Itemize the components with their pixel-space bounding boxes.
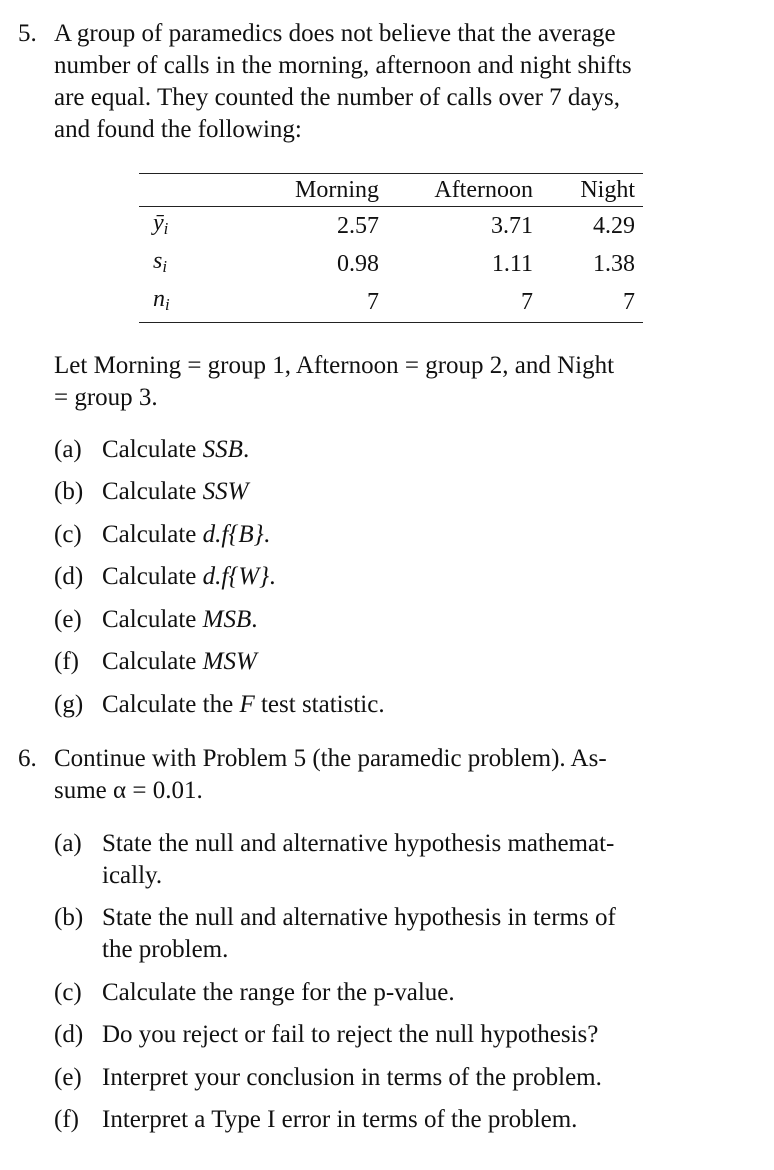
cell-mean-afternoon: 3.71 — [491, 213, 533, 240]
part-suffix: test statistic. — [254, 691, 385, 718]
part-label: (d) — [54, 1021, 84, 1048]
row-label-symbol: ȳ — [153, 210, 164, 236]
part-math: SSB — [202, 436, 243, 463]
part-text — [102, 646, 714, 678]
header-afternoon: Afternoon — [434, 177, 533, 203]
part-prefix: Calculate — [102, 521, 203, 548]
part-label: (b) — [54, 478, 84, 505]
part-text — [102, 434, 714, 466]
part-math: F — [239, 691, 255, 718]
row-label-subscript: i — [162, 257, 168, 277]
part-text — [102, 561, 714, 593]
row-label-subscript: i — [163, 219, 169, 239]
row-label-mean — [139, 207, 223, 246]
part-line-1: Interpret a Type I error in terms of the problem. — [102, 1106, 578, 1133]
problem-5-line-1: A group of paramedics does not believe that the average — [54, 20, 616, 47]
part-math: d.f{W} — [202, 563, 270, 590]
part-line-1: Calculate the range for the p-value. — [102, 979, 455, 1006]
header-morning: Morning — [295, 177, 379, 203]
problem-5-line-4: and found the following: — [54, 116, 302, 143]
problem-6-line-2: sume α = 0.01. — [54, 777, 203, 804]
part-text — [102, 828, 714, 892]
part-line-1: Do you reject or fail to reject the null hypothesis? — [102, 1021, 599, 1048]
part-label: (a) — [54, 436, 82, 463]
part-line-1: State the null and alternative hypothesis mathemat- — [102, 830, 615, 857]
part-label: (b) — [54, 904, 84, 931]
part-label: (c) — [54, 979, 82, 1006]
problem-5-text — [54, 18, 718, 146]
problem-6-line-1: Continue with Problem 5 (the paramedic problem). As- — [54, 745, 607, 772]
row-label-subscript: i — [165, 295, 170, 315]
part-math: d.f{B} — [202, 521, 264, 548]
table-row — [139, 207, 643, 246]
part-text — [102, 519, 714, 551]
part-text — [102, 977, 714, 1009]
cell-n-morning: 7 — [367, 289, 379, 316]
cell-sd-afternoon: 1.11 — [491, 251, 533, 278]
part-prefix: Calculate — [102, 436, 203, 463]
problem-5-number: 5. — [18, 20, 37, 47]
cell-sd-night: 1.38 — [593, 251, 635, 278]
part-text — [102, 1104, 714, 1136]
part-label: (c) — [54, 521, 82, 548]
table-header-row — [139, 174, 643, 207]
cell-mean-morning: 2.57 — [337, 213, 379, 240]
table-row — [139, 283, 643, 322]
part-prefix: Calculate — [102, 563, 203, 590]
problem-5-line-2: number of calls in the morning, afternoon and night shifts — [54, 52, 632, 79]
part-label: (f) — [54, 648, 79, 675]
problem-6-text — [54, 743, 718, 807]
part-label: (g) — [54, 691, 84, 718]
group-definition-line-1: Let Morning = group 1, Afternoon = group 2, and Night — [54, 352, 615, 379]
part-label: (e) — [54, 606, 82, 633]
cell-n-afternoon: 7 — [521, 289, 533, 316]
row-label-symbol: n — [153, 286, 165, 313]
problem-6-number: 6. — [18, 745, 37, 772]
part-suffix: . — [263, 521, 270, 548]
part-prefix: Calculate the — [102, 691, 240, 718]
part-suffix: . — [242, 436, 250, 463]
part-math: MSW — [202, 648, 257, 675]
part-text — [102, 1019, 714, 1051]
part-prefix: Calculate — [102, 648, 203, 675]
part-label: (e) — [54, 1064, 82, 1091]
problem-5-line-3: are equal. They counted the number of calls over 7 days, — [54, 84, 621, 111]
part-prefix: Calculate — [102, 606, 203, 633]
part-text — [102, 1062, 714, 1094]
group-definition-line-2: = group 3. — [54, 384, 158, 411]
table-corner — [139, 174, 223, 207]
part-label: (f) — [54, 1106, 79, 1133]
part-math: SSW — [202, 478, 249, 505]
table-row — [139, 245, 643, 283]
part-suffix: . — [269, 563, 276, 590]
part-line-1: Interpret your conclusion in terms of the problem. — [102, 1064, 602, 1091]
row-label-n — [139, 283, 223, 322]
part-line-2: the problem. — [102, 936, 229, 963]
header-night: Night — [580, 177, 635, 203]
part-label: (d) — [54, 563, 84, 590]
part-text — [102, 689, 714, 721]
part-text — [102, 476, 714, 508]
calls-table — [139, 173, 643, 323]
row-label-sd — [139, 245, 223, 283]
part-label: (a) — [54, 830, 82, 857]
part-suffix: . — [251, 606, 258, 633]
part-math: MSB — [202, 606, 252, 633]
group-definition — [54, 350, 708, 414]
part-line-2: ically. — [102, 862, 163, 889]
part-line-1: State the null and alternative hypothesis in terms of — [102, 904, 616, 931]
cell-sd-morning: 0.98 — [337, 251, 379, 278]
part-text — [102, 902, 714, 966]
cell-n-night: 7 — [623, 289, 635, 316]
part-text — [102, 604, 714, 636]
row-label-symbol: s — [153, 248, 163, 275]
cell-mean-night: 4.29 — [593, 213, 635, 240]
part-prefix: Calculate — [102, 478, 203, 505]
